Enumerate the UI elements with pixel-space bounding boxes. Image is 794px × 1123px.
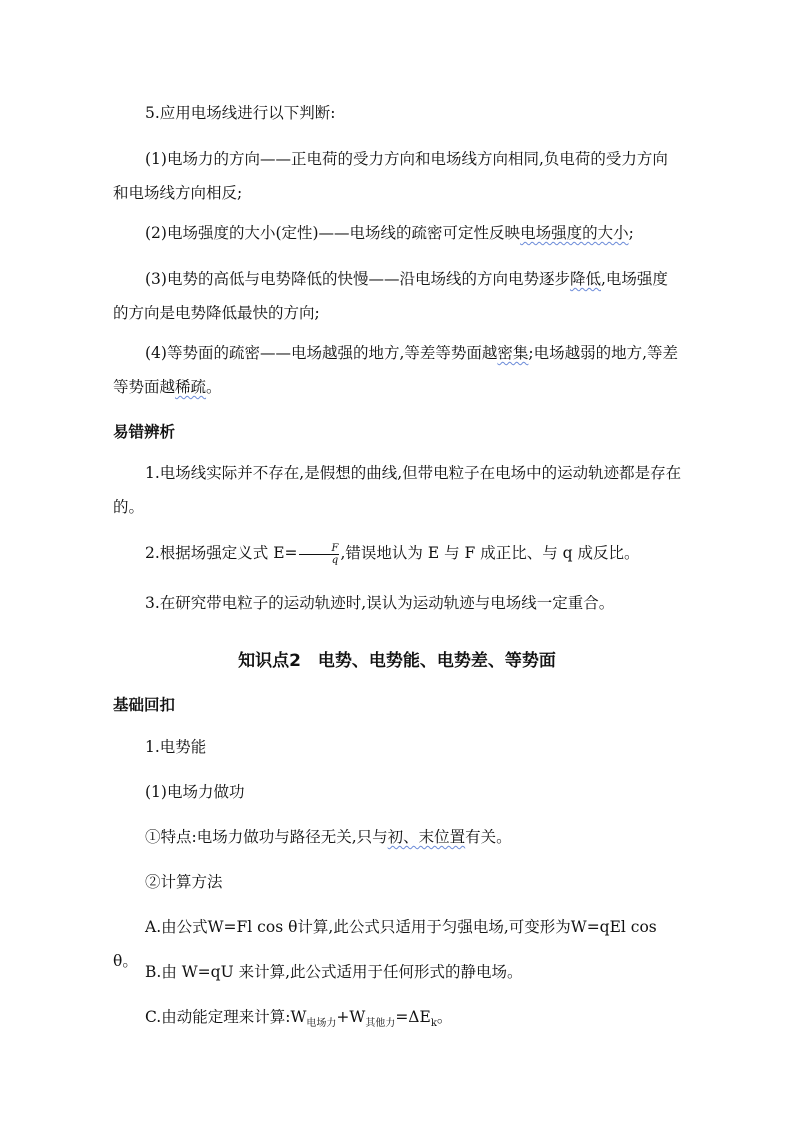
- highlight-sparse: 稀疏: [175, 378, 207, 396]
- basic-1: 1.电势能: [145, 738, 207, 756]
- fraction-f-over-q: $\frac{F}{q}$: [299, 543, 340, 566]
- highlight-decrease: 降低: [569, 270, 601, 288]
- basic-7: C.由动能定理来计算$:W_{电场力}+W_{其他力}=\Delta E_k$。: [145, 1008, 453, 1030]
- section-heading-basics: 基础回扣: [113, 696, 176, 714]
- basic-3: ①特点:电场力做功与路径无关,只与初、末位置有关。: [145, 828, 512, 846]
- item-2-field-strength: (2)电场强度的大小(定性)——电场线的疏密可定性反映电场强度的大小;: [145, 224, 634, 242]
- item-1-force-direction: (1)电场力的方向——正电荷的受力方向和电场线方向相同,负电荷的受力方向和电场线方向相反;: [113, 150, 668, 202]
- section-heading-mistakes: 易错辨析: [113, 423, 176, 441]
- mistake-3: 3.在研究带电粒子的运动轨迹时,误认为运动轨迹与电场线一定重合。: [145, 594, 615, 612]
- knowledge-point-title: 知识点2 电势、电势能、电势差、等势面: [238, 651, 556, 671]
- highlight-dense: 密集: [497, 344, 529, 362]
- highlight-field-strength: 电场强度的大小: [520, 224, 629, 242]
- mistake-1: 1.电场线实际并不存在,是假想的曲线,但带电粒子在电场中的运动轨迹都是存在的。: [113, 464, 682, 516]
- basic-5: A.由公式W=Fl cos θ计算,此公式只适用于匀强电场,可变形为W=qEl cos θ。: [113, 918, 657, 970]
- basic-6: B.由 W=qU 来计算,此公式适用于任何形式的静电场。: [145, 963, 523, 981]
- item-5-heading: 5.应用电场线进行以下判断:: [145, 104, 336, 122]
- basic-4: ②计算方法: [145, 873, 223, 891]
- basic-2: (1)电场力做功: [145, 783, 245, 801]
- mistake-2: 2.根据场强定义式 E= $\frac{F}{q}$ ,错误地认为 E 与 F 成正比、与 q 成反比。: [145, 542, 640, 566]
- highlight-positions: 初、末位置: [387, 828, 466, 846]
- item-4-equipotential: (4)等势面的疏密——电场越强的地方,等差等势面越密集;电场越弱的地方,等差等势面越稀疏。: [113, 344, 679, 396]
- item-3-potential: (3)电势的高低与电势降低的快慢——沿电场线的方向电势逐步降低,电场强度的方向是电势降低最快的方向;: [113, 270, 668, 322]
